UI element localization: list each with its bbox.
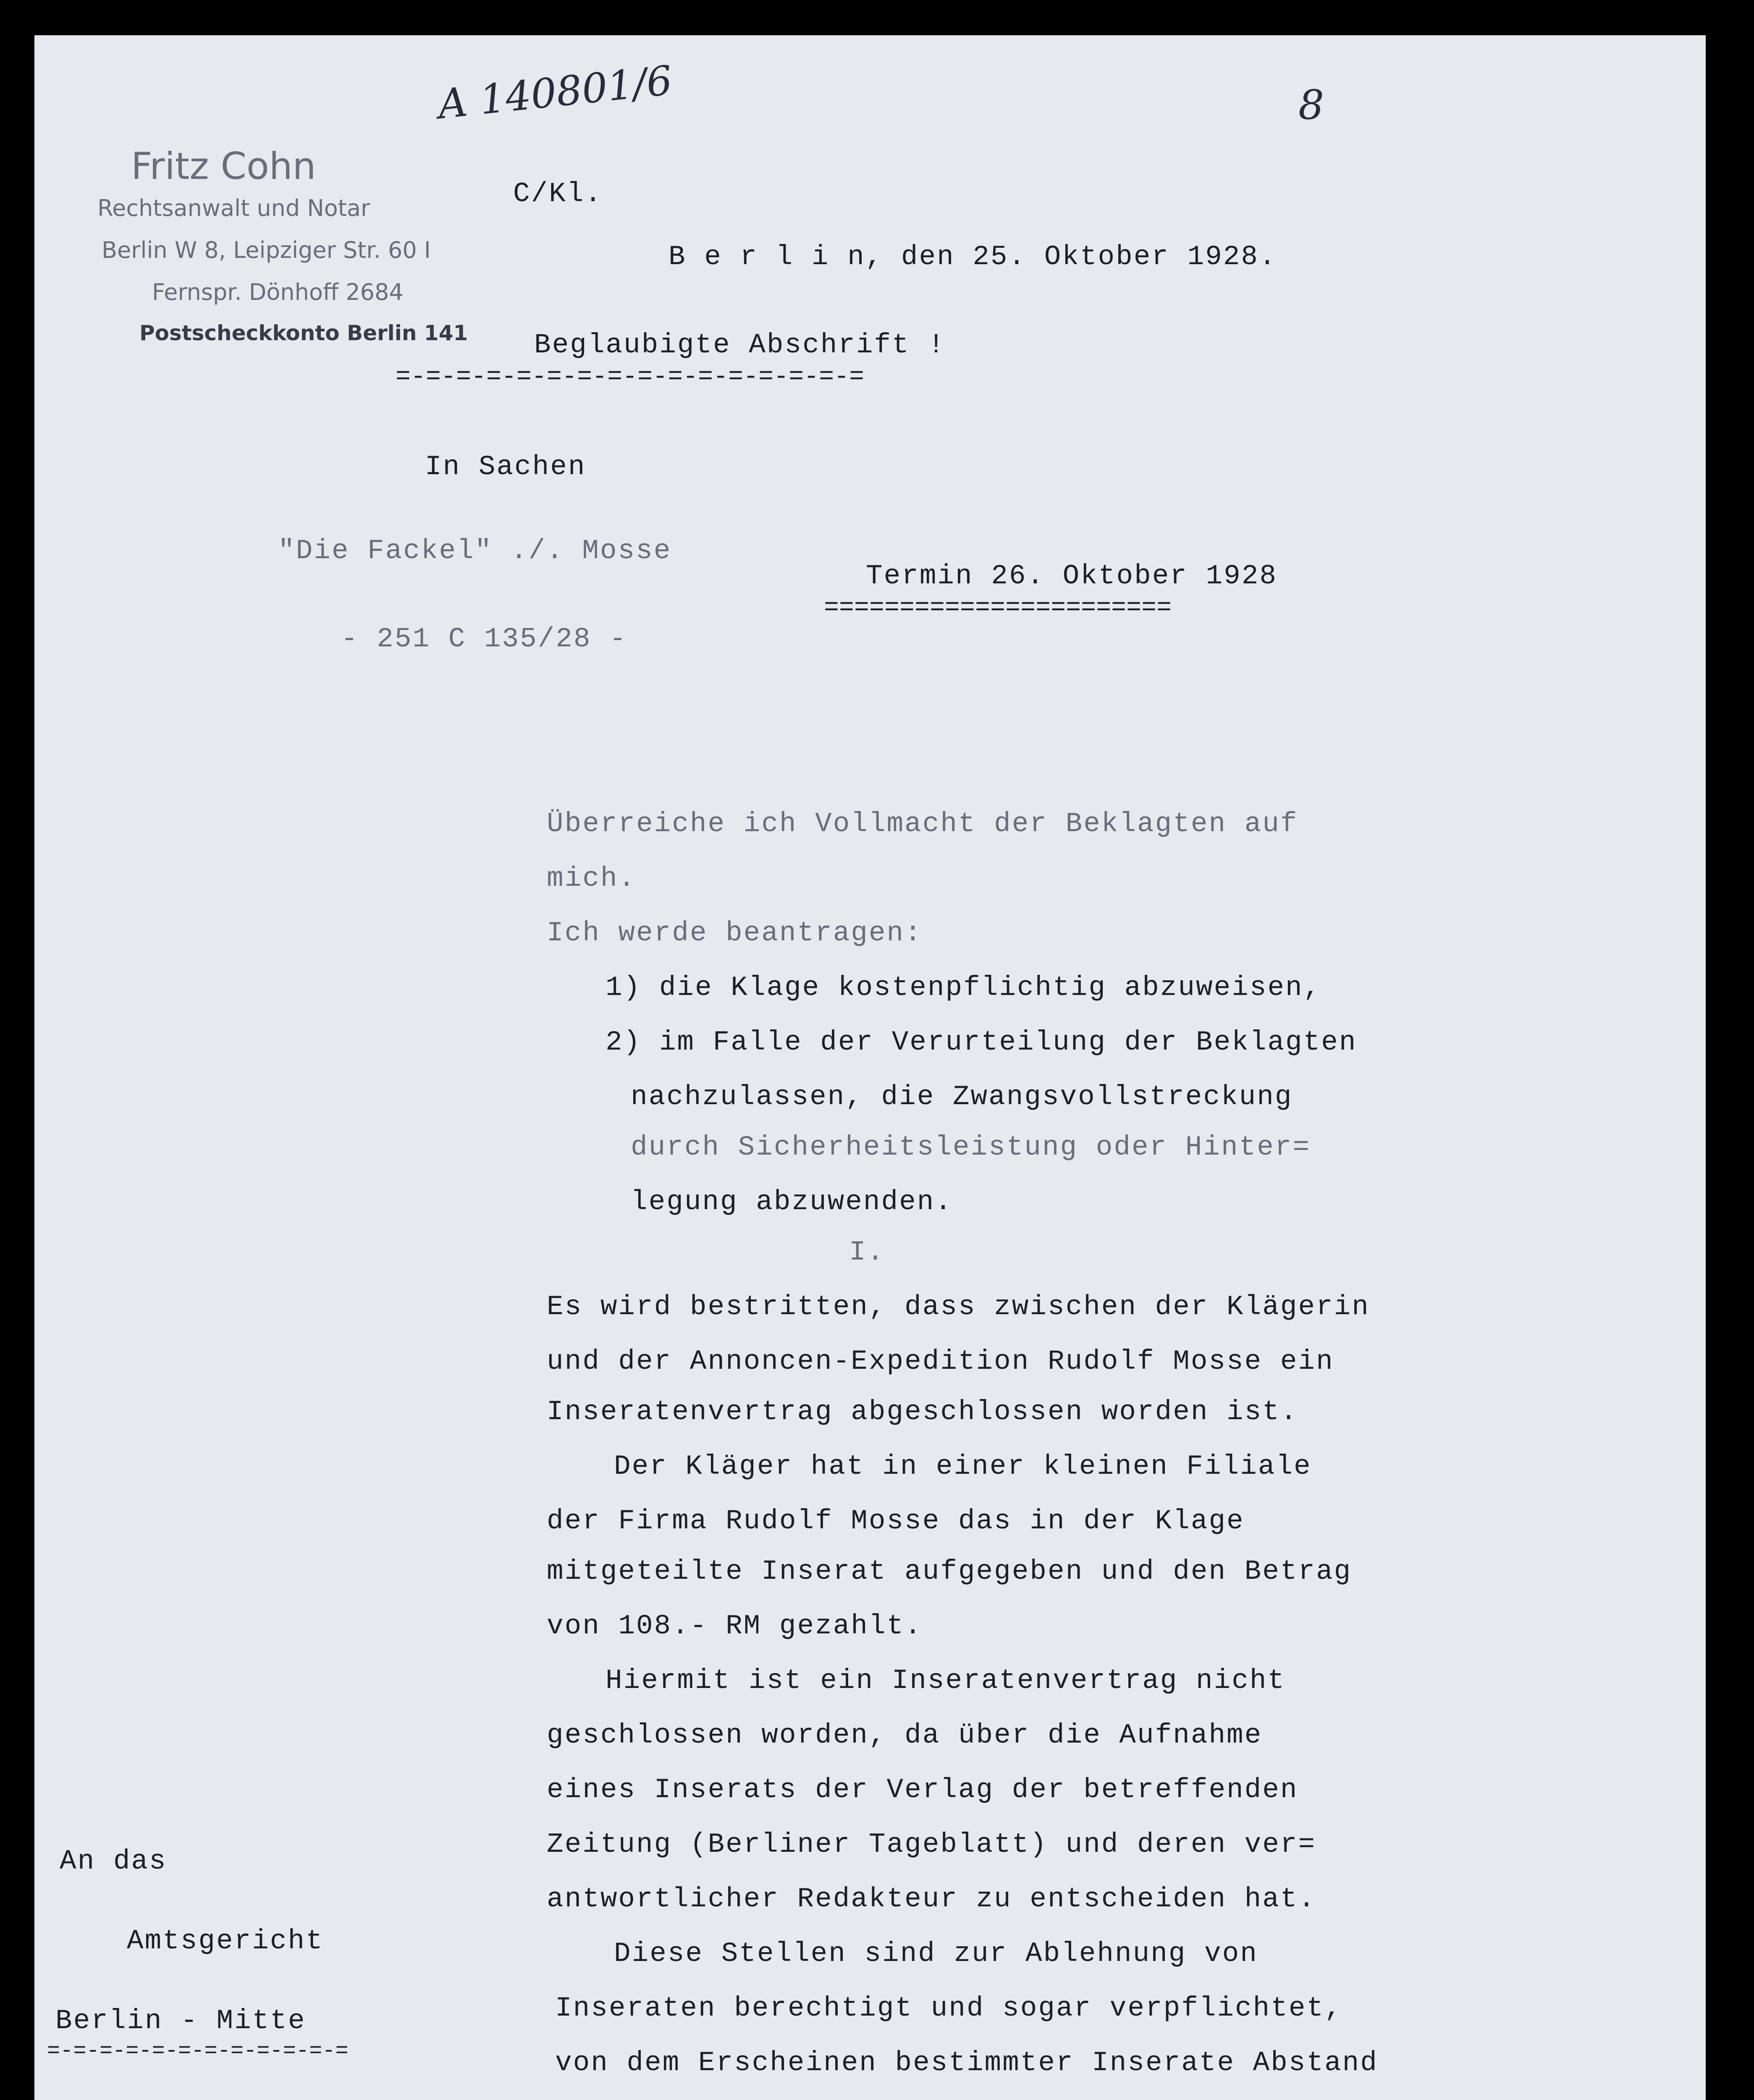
body-line: mitgeteilte Inserat aufgegeben und den Betrag [547, 1556, 1352, 1587]
body-line: Ich werde beantragen: [547, 917, 923, 949]
case-intro: In Sachen [425, 451, 586, 483]
body-line: Hiermit ist ein Inseratenvertrag nicht [606, 1665, 1286, 1696]
document-page [34, 35, 1706, 2100]
hearing-rule: ======================= [824, 594, 1172, 622]
body-line: Zeitung (Berliner Tageblatt) und deren ver= [547, 1829, 1316, 1860]
body-line: nachzulassen, die Zwangsvollstreckung [631, 1081, 1293, 1113]
hearing-date: Termin 26. Oktober 1928 [866, 560, 1277, 592]
heading-rule: =-=-=-=-=-=-=-=-=-=-=-=-=-=-=-= [396, 363, 865, 391]
body-line: 2) im Falle der Verurteilung der Beklagten [606, 1026, 1357, 1058]
letterhead-stamp [60, 144, 468, 380]
body-line: und der Annoncen-Expedition Rudolf Mosse ein [547, 1346, 1334, 1377]
document-heading: Beglaubigte Abschrift ! [534, 329, 946, 361]
page-number: 8 [1298, 81, 1324, 129]
body-line: geschlossen worden, da über die Aufnahme [547, 1719, 1263, 1751]
letterhead-address: Berlin W 8, Leipziger Str. 60 I [102, 237, 431, 263]
reference-code: C/Kl. [513, 178, 603, 210]
body-line: von 108.- RM gezahlt. [547, 1610, 923, 1642]
addressee-rule: =-=-=-=-=-=-=-=-=-=-=-= [47, 2039, 349, 2063]
body-line: der Firma Rudolf Mosse das in der Klage [547, 1505, 1245, 1537]
body-line: Inseratenvertrag abgeschlossen worden ist. [547, 1396, 1298, 1428]
body-line: von dem Erscheinen bestimmter Inserate Abstand [555, 2047, 1378, 2079]
body-line: durch Sicherheitsleistung oder Hinter= [631, 1131, 1311, 1163]
case-number: - 251 C 135/28 - [341, 623, 627, 655]
section-number: I. [849, 1236, 885, 1268]
body-line: Überreiche ich Vollmacht der Beklagten auf [547, 808, 1298, 840]
dateline: B e r l i n, den 25. Oktober 1928. [669, 241, 1277, 273]
letterhead-name: Fritz Cohn [131, 144, 316, 188]
case-parties: "Die Fackel" ./. Mosse [278, 535, 672, 567]
body-line: Inseraten berechtigt und sogar verpflichtet, [555, 1992, 1342, 2024]
body-line: Der Kläger hat in einer kleinen Filiale [614, 1451, 1312, 1482]
archive-mark: A 140801/6 [435, 57, 675, 128]
letterhead-account: Postscheckkonto Berlin 141 [139, 321, 468, 345]
letterhead-title: Rechtsanwalt und Notar [97, 195, 370, 221]
body-line: antwortlicher Redakteur zu entscheiden hat. [547, 1883, 1316, 1915]
addressee-line-3: Berlin - Mitte [55, 2005, 306, 2037]
body-line: eines Inserats der Verlag der betreffenden [547, 1774, 1298, 1806]
body-line: Es wird bestritten, dass zwischen der Klägerin [547, 1291, 1370, 1323]
body-line: legung abzuwenden. [631, 1186, 953, 1218]
body-line: Diese Stellen sind zur Ablehnung von [614, 1938, 1258, 1969]
body-line: 1) die Klage kostenpflichtig abzuweisen, [606, 972, 1321, 1003]
letterhead-phone: Fernspr. Dönhoff 2684 [152, 279, 404, 305]
addressee-line-1: An das [60, 1845, 167, 1877]
addressee-line-2: Amtsgericht [127, 1925, 324, 1957]
body-line: mich. [547, 863, 637, 894]
